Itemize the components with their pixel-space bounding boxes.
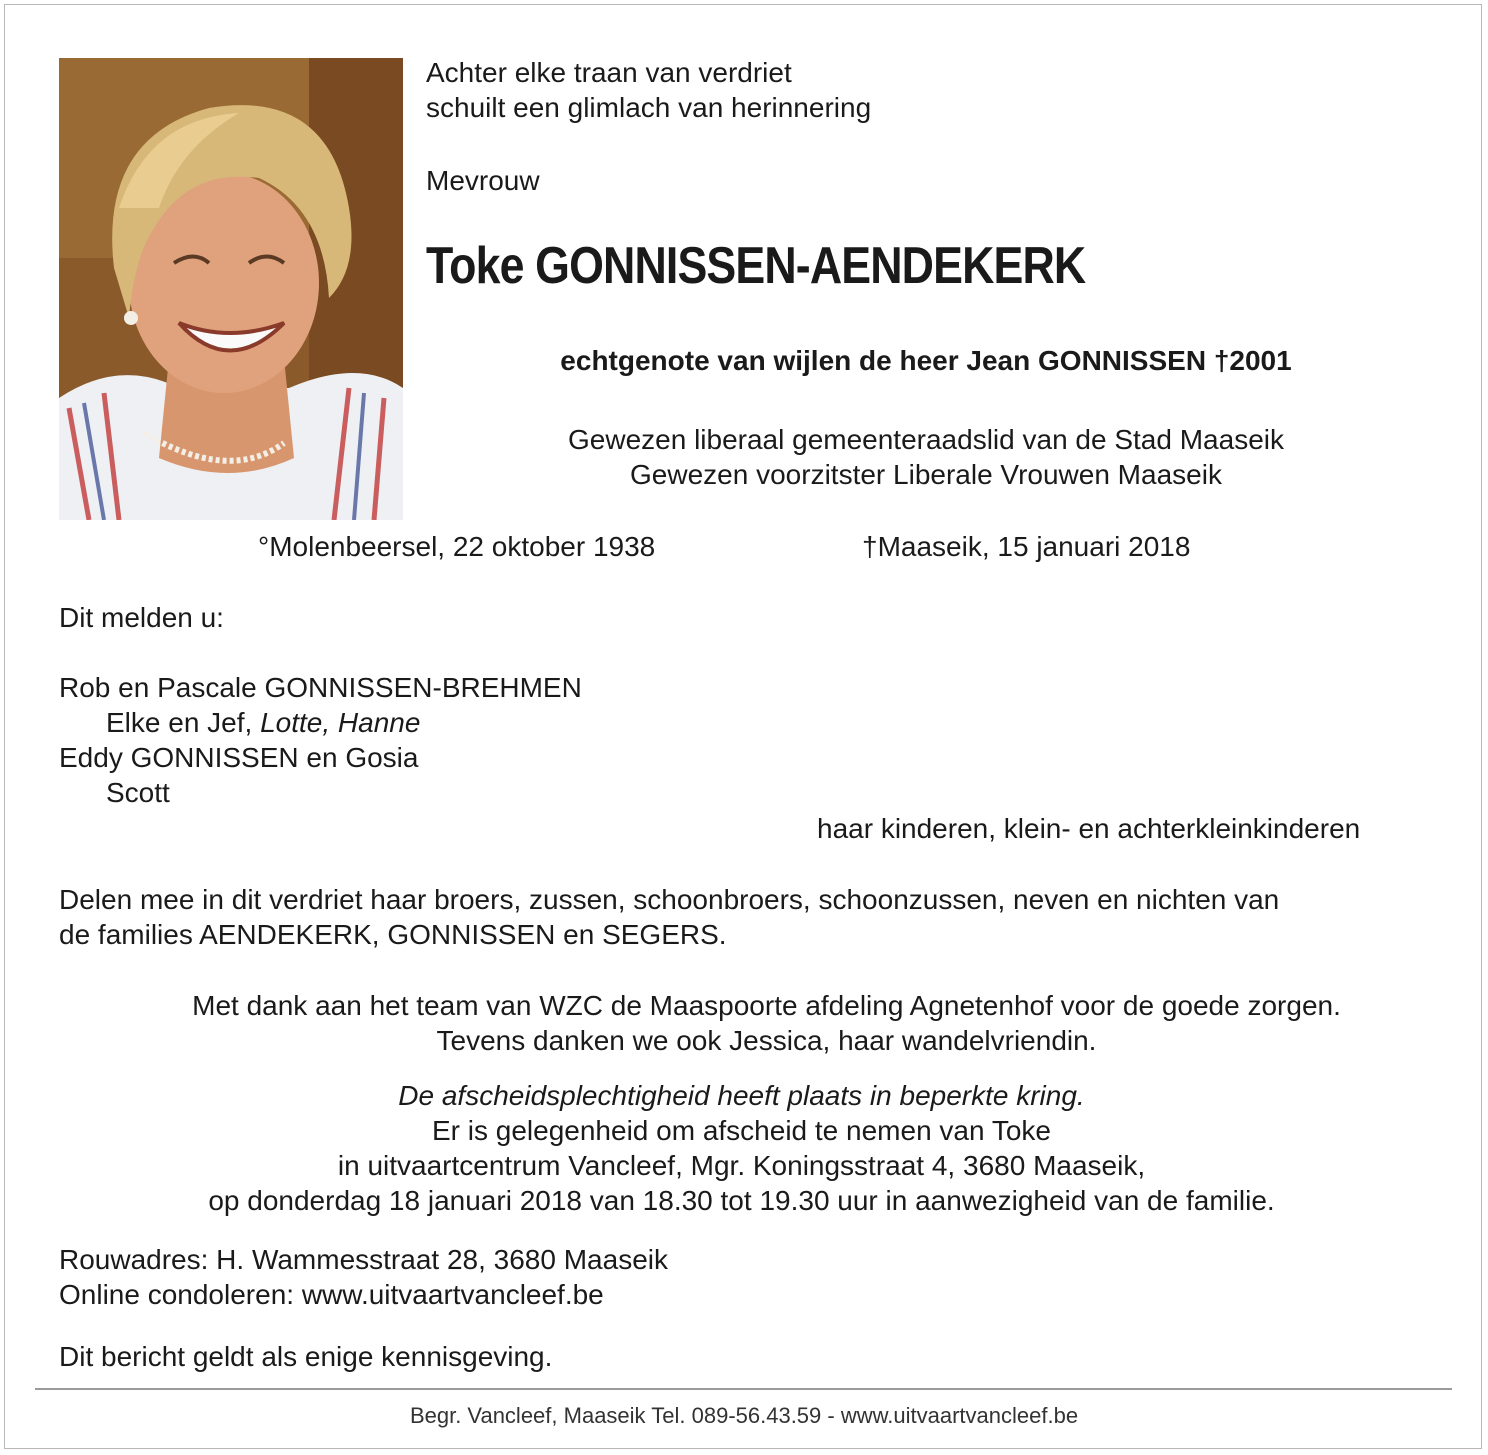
thanks-line-2: Tevens danken we ook Jessica, haar wandelvriendin. [436,1025,1097,1056]
family-line-2-names: Elke en Jef, [106,707,261,738]
family-line-2-grandchildren: Lotte, Hanne [260,707,421,738]
quote-line-2: schuilt een glimlach van herinnering [426,92,872,123]
family-line-3: Eddy GONNISSEN en Gosia [59,742,419,773]
farewell-line-1: De afscheidsplechtigheid heeft plaats in beperkte kring. [398,1080,1085,1111]
role-line-1: Gewezen liberaal gemeenteraadslid van de Stad Maaseik [568,424,1284,455]
family-line-2 [106,706,420,740]
birth-info: °Molenbeersel, 22 oktober 1938 [258,531,656,562]
family-line-4: Scott [106,777,170,808]
footer-contact: Begr. Vancleef, Maaseik Tel. 089-56.43.59 - www.uitvaartvancleef.be [409,1403,1079,1428]
farewell-line-4: op donderdag 18 januari 2018 van 18.30 tot 19.30 uur in aanwezigheid van de familie. [208,1185,1275,1216]
farewell-line-2: Er is gelegenheid om afscheid te nemen van Toke [432,1115,1051,1146]
online-condolences: Online condoleren: www.uitvaartvancleef.be [59,1279,604,1310]
deceased-name: Toke GONNISSEN-AENDEKERK [426,237,1086,295]
share-line-1: Delen mee in dit verdriet haar broers, zussen, schoonbroers, schoonzussen, neven en nichten van [59,884,1280,915]
family-line-1: Rob en Pascale GONNISSEN-BREHMEN [59,672,582,703]
spouse-line: echtgenote van wijlen de heer Jean GONNISSEN †2001 [560,345,1292,376]
honorific: Mevrouw [426,165,540,196]
announce-intro: Dit melden u: [59,602,224,633]
notice-line: Dit bericht geldt als enige kennisgeving. [59,1341,553,1372]
share-line-2: de families AENDEKERK, GONNISSEN en SEGERS. [59,919,727,950]
portrait-photo [59,58,403,520]
role-line-2: Gewezen voorzitster Liberale Vrouwen Maaseik [630,459,1222,490]
quote-line-1: Achter elke traan van verdriet [426,57,792,88]
footer-divider [35,1388,1452,1390]
farewell-line-3: in uitvaartcentrum Vancleef, Mgr. Koningsstraat 4, 3680 Maaseik, [337,1150,1146,1181]
death-info: †Maaseik, 15 januari 2018 [862,531,1191,562]
mourning-address: Rouwadres: H. Wammesstraat 28, 3680 Maaseik [59,1244,668,1275]
family-relation: haar kinderen, klein- en achterkleinkinderen [817,813,1361,844]
thanks-line-1: Met dank aan het team van WZC de Maaspoorte afdeling Agnetenhof voor de goede zorgen. [192,990,1341,1021]
